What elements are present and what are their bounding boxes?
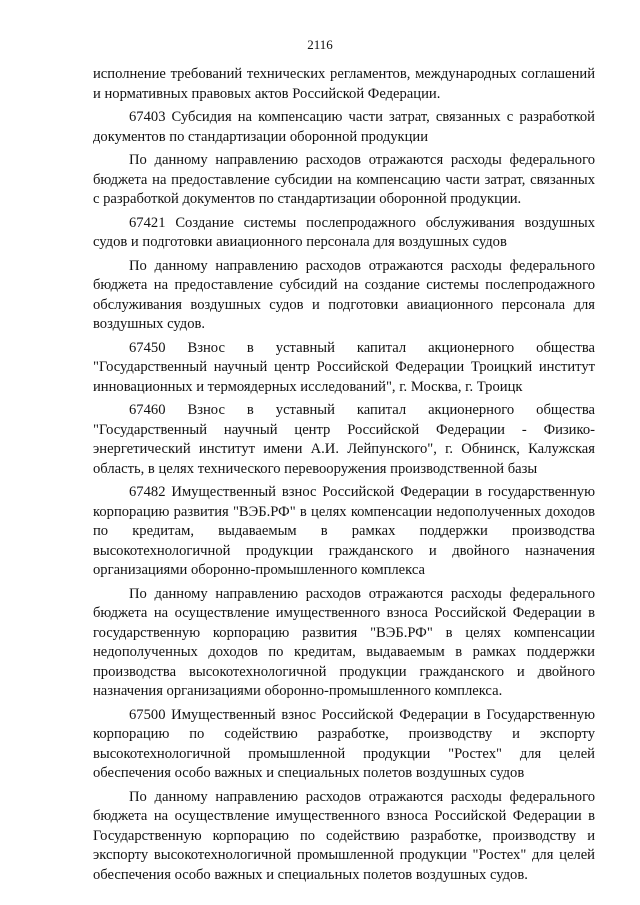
heading-67450: 67450 Взнос в уставный капитал акционерного общества "Государственный научный центр Российской Федерации Троицкий институт инновационных и термоядерных исследований", г. Москва, г. Троицк [93, 339, 595, 395]
paragraph-67421-description: По данному направлению расходов отражаются расходы федерального бюджета на предоставление субсидий на создание системы послепродажного обслуживания воздушных судов и подготовки авиационного персонала для воздушных судов. [93, 257, 595, 332]
heading-67500: 67500 Имущественный взнос Российской Федерации в Государственную корпорацию по содействию разработке, производству и экспорту высокотехнологичной промышленной продукции "Ростех" для целей обеспечения особо важных и специальных полетов воздушных судов [93, 706, 595, 781]
heading-67460: 67460 Взнос в уставный капитал акционерного общества "Государственный научный центр Российской Федерации - Физико-энергетический институт имени А.И. Лейпунского", г. Обнинск, Калужская область, в целях технического перевооружения производственной базы [93, 402, 595, 477]
paragraph-67500-description: По данному направлению расходов отражаются расходы федерального бюджета на осуществление имущественного взноса Российской Федерации в Государственную корпорацию по содействию разработке, производству и экспорту высокотехнологичной промышленной продукции "Ростех" для целей обеспечения особо важных и специальных полетов воздушных судов. [93, 788, 595, 883]
heading-67421: 67421 Создание системы послепродажного обслуживания воздушных судов и подготовки авиационного персонала для воздушных судов [93, 214, 595, 250]
page-number: 2116 [307, 37, 333, 52]
document-body [93, 65, 595, 885]
heading-67403: 67403 Субсидия на компенсацию части затрат, связанных с разработкой документов по стандартизации оборонной продукции [93, 109, 595, 145]
paragraph-continuation: исполнение требований технических регламентов, международных соглашений и нормативных правовых актов Российской Федерации. [93, 66, 595, 102]
heading-67482: 67482 Имущественный взнос Российской Федерации в государственную корпорацию развития "ВЭБ.РФ" в целях компенсации недополученных доходов по кредитам, выдаваемым в рамках поддержки производства высокотехнологичной продукции гражданского и двойного назначения организациями оборонно-промышленного комплекса [93, 484, 595, 578]
paragraph-67482-description: По данному направлению расходов отражаются расходы федерального бюджета на осуществление имущественного взноса Российской Федерации в государственную корпорацию развития "ВЭБ.РФ" в целях компенсации недополученных доходов по кредитам, выдаваемым в рамках поддержки производства высокотехнологичной продукции гражданского и двойного назначения организациями оборонно-промышленного комплекса. [93, 585, 595, 699]
paragraph-67403-description: По данному направлению расходов отражаются расходы федерального бюджета на предоставление субсидии на компенсацию части затрат, связанных с разработкой документов по стандартизации оборонной продукции. [93, 152, 595, 207]
